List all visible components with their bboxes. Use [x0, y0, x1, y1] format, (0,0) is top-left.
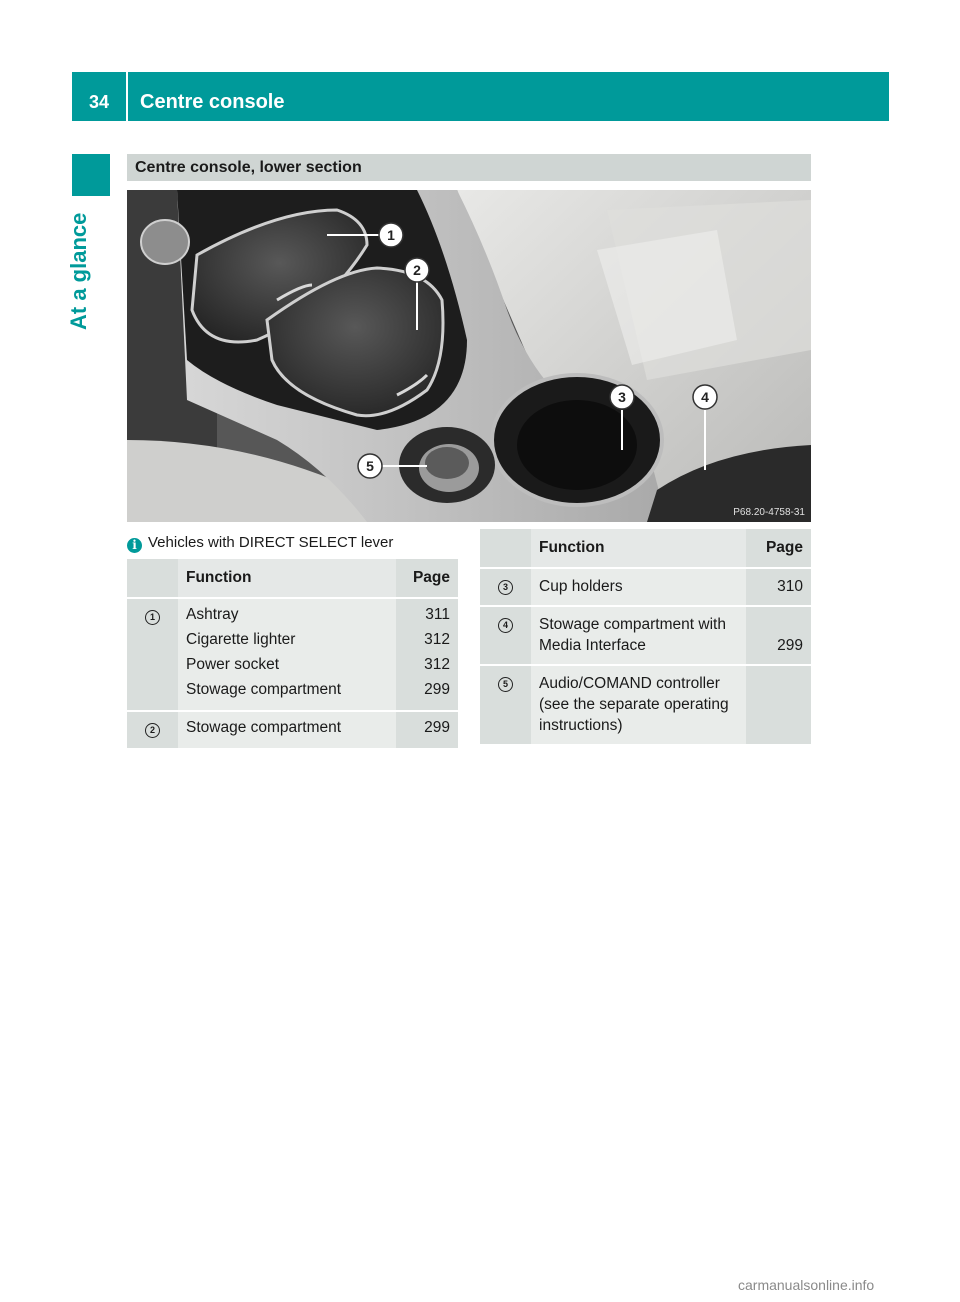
- callout-4: [693, 385, 717, 409]
- page-ref: 310: [746, 568, 811, 606]
- table-row: [480, 665, 811, 745]
- table-row: [127, 598, 458, 711]
- table-header-page: Page: [746, 529, 811, 568]
- page-number: 34: [88, 92, 110, 112]
- callout-1: [379, 223, 403, 247]
- function-table-left: [127, 559, 458, 750]
- function-power-socket: Power socket: [186, 656, 280, 673]
- function-cigarette-lighter: Cigarette lighter: [186, 631, 296, 648]
- function-stowage-compartment: Stowage compartment: [186, 681, 342, 698]
- info-icon: i: [127, 538, 142, 553]
- svg-text:1: 1: [387, 227, 395, 243]
- function-ashtray: Ashtray: [186, 606, 239, 623]
- table-row: [127, 711, 458, 749]
- function-audio-controller-line3: instructions): [539, 717, 623, 734]
- info-note: [127, 533, 393, 553]
- callout-3: [610, 385, 634, 409]
- page-ref: 299: [746, 606, 811, 665]
- side-tab-marker: [72, 154, 110, 196]
- callout-5: [358, 454, 382, 478]
- centre-console-photo: [127, 190, 811, 522]
- svg-text:4: 4: [701, 389, 709, 405]
- function-stowage-compartment: Stowage compartment: [186, 719, 342, 736]
- section-title: Centre console, lower section: [127, 154, 811, 181]
- item-number-3: 3: [498, 580, 513, 595]
- svg-text:2: 2: [413, 262, 421, 278]
- item-number-5: 5: [498, 677, 513, 692]
- table-row: [480, 568, 811, 606]
- page-ref: 312: [424, 656, 450, 673]
- page-header: [72, 72, 889, 121]
- item-number-4: 4: [498, 618, 513, 633]
- function-table-right: [480, 529, 811, 746]
- table-header-function: Function: [531, 529, 746, 568]
- watermark: carmanualsonline.info: [738, 1277, 875, 1293]
- page-ref: 311: [425, 606, 450, 623]
- item-number-2: 2: [145, 723, 160, 738]
- table-header-page: Page: [396, 559, 458, 598]
- photo-code: P68.20-4758-31: [733, 507, 805, 518]
- table-header-num: [480, 529, 531, 568]
- page-ref: 312: [424, 631, 450, 648]
- chapter-title: Centre console: [140, 91, 285, 113]
- table-header-num: [127, 559, 178, 598]
- info-note-text: Vehicles with DIRECT SELECT lever: [148, 534, 394, 551]
- side-tab-label: At a glance: [66, 212, 91, 330]
- table-header-function: Function: [178, 559, 396, 598]
- item-number-1: 1: [145, 610, 160, 625]
- page-ref: 299: [424, 681, 450, 698]
- function-cup-holders: Cup holders: [539, 578, 623, 595]
- header-divider: [126, 72, 128, 121]
- svg-text:5: 5: [366, 458, 374, 474]
- function-stowage-media-line2: Media Interface: [539, 637, 646, 654]
- page-ref: [746, 665, 811, 745]
- function-audio-controller-line2: (see the separate operating: [539, 696, 729, 713]
- table-row: [480, 606, 811, 665]
- page-ref: 299: [424, 719, 450, 736]
- svg-text:3: 3: [618, 389, 626, 405]
- function-audio-controller-line1: Audio/COMAND controller: [539, 675, 720, 692]
- callout-2: [405, 258, 429, 282]
- function-stowage-media-line1: Stowage compartment with: [539, 616, 726, 633]
